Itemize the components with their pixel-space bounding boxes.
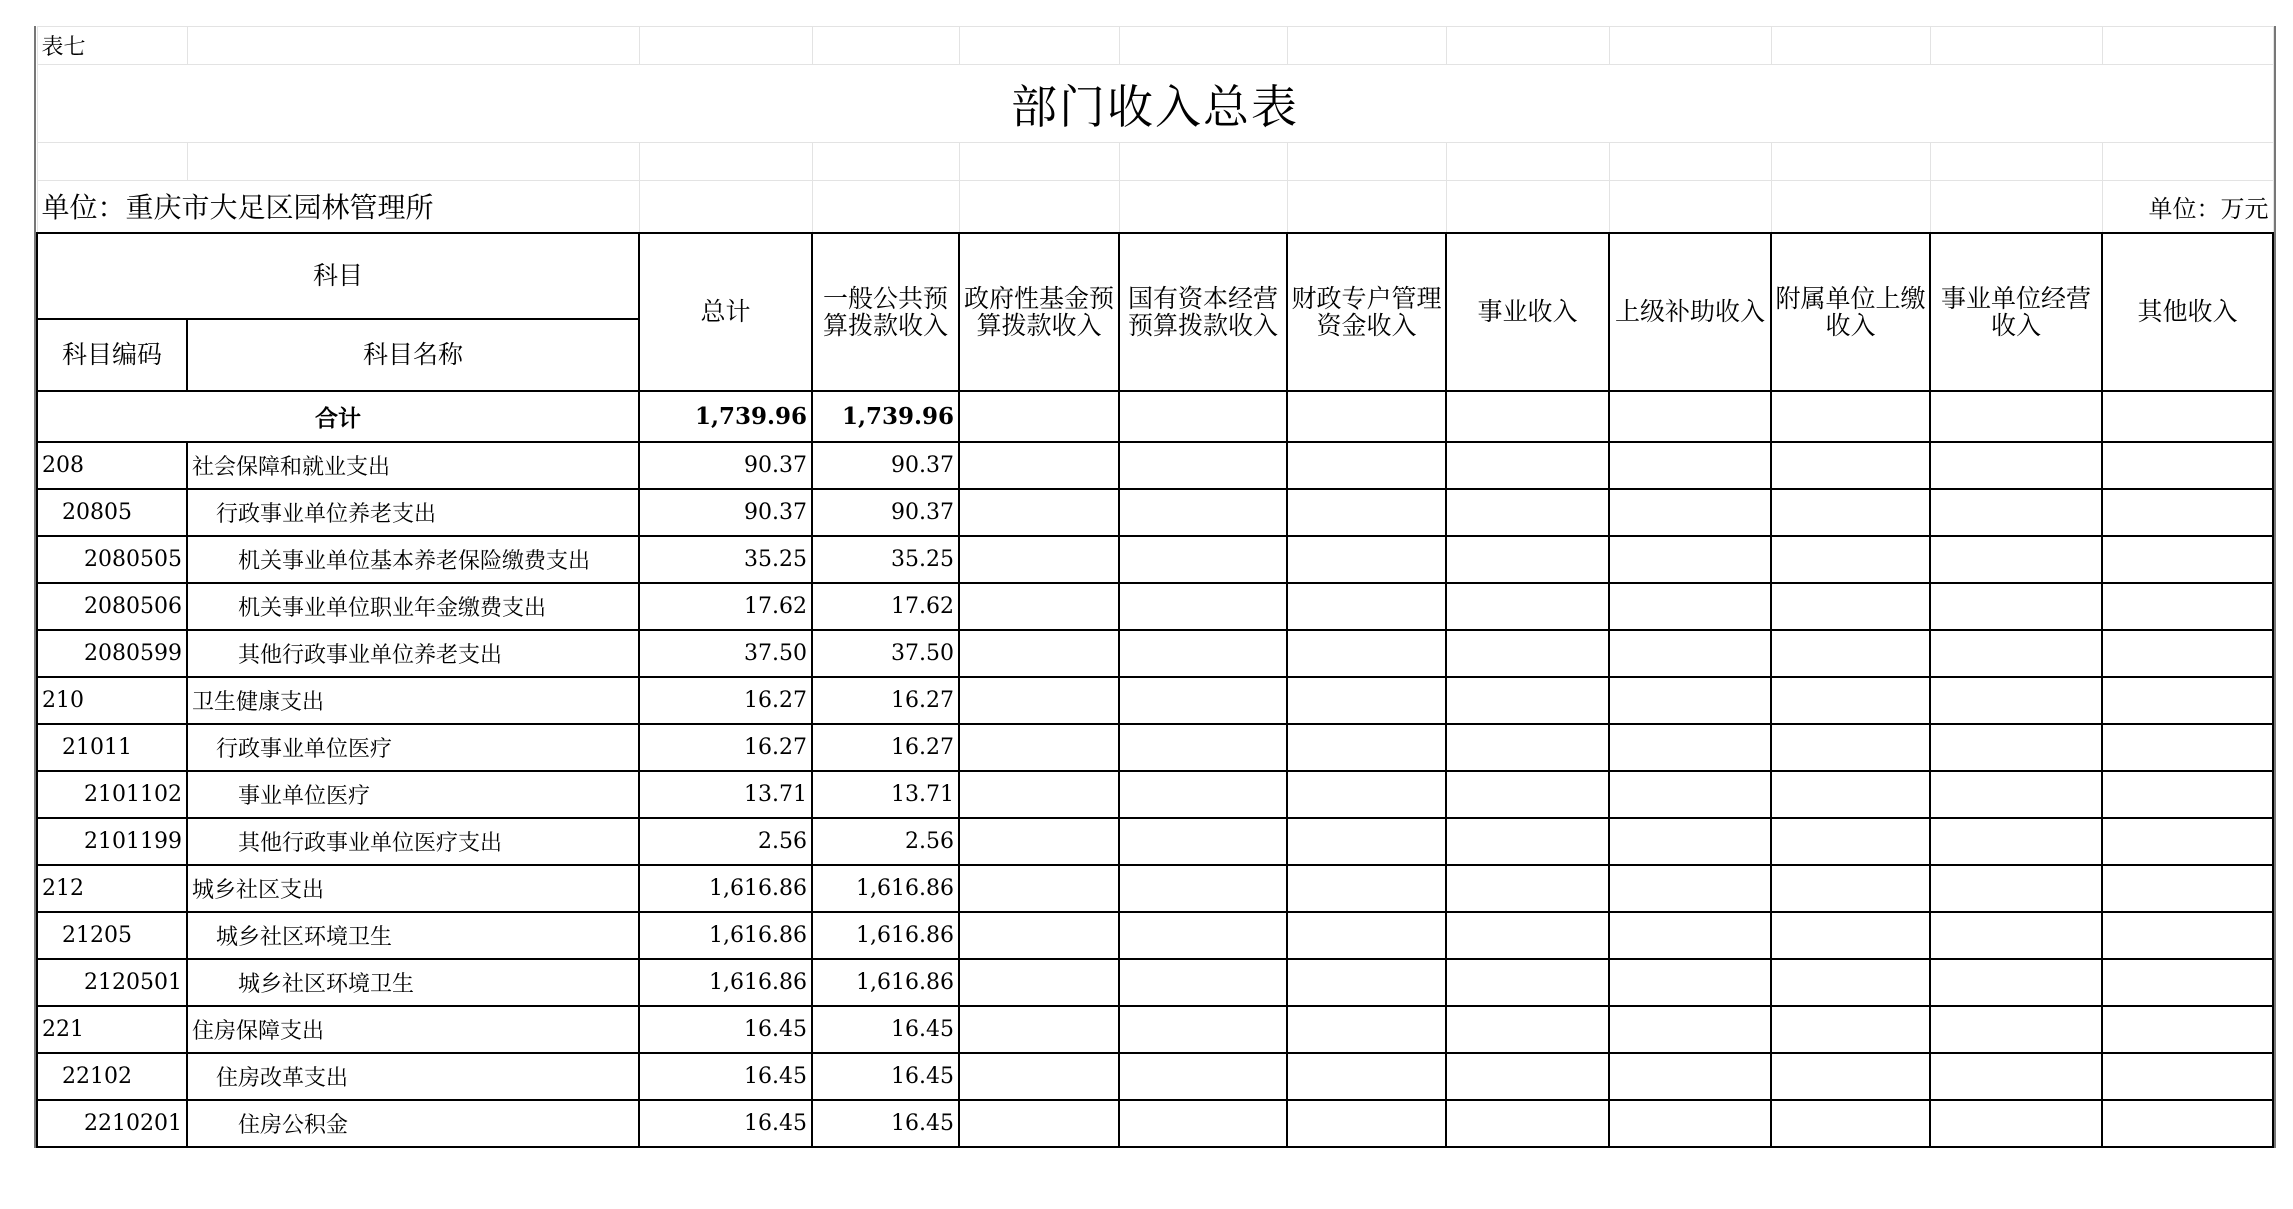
empty-cell[interactable]	[1119, 1006, 1287, 1053]
empty-cell[interactable]	[1771, 630, 1930, 677]
row-code[interactable]: 221	[37, 1006, 187, 1053]
empty-cell[interactable]	[1446, 442, 1609, 489]
empty-cell[interactable]	[1446, 959, 1609, 1006]
empty-cell[interactable]	[1609, 536, 1771, 583]
empty-cell[interactable]	[1446, 1053, 1609, 1100]
header-operating[interactable]: 事业单位经营收入	[1930, 233, 2102, 391]
empty-cell[interactable]	[1771, 724, 1930, 771]
row-general-budget[interactable]: 16.45	[812, 1100, 959, 1147]
row-total[interactable]: 17.62	[639, 583, 812, 630]
empty-cell[interactable]	[1930, 583, 2102, 630]
row-name[interactable]: 城乡社区环境卫生	[187, 959, 639, 1006]
row-general-budget[interactable]: 90.37	[812, 489, 959, 536]
empty-cell[interactable]	[1446, 724, 1609, 771]
row-total[interactable]: 16.45	[639, 1006, 812, 1053]
empty-cell[interactable]	[2102, 536, 2273, 583]
empty-cell[interactable]	[1930, 677, 2102, 724]
empty-cell[interactable]	[2102, 771, 2273, 818]
row-code[interactable]: 212	[37, 865, 187, 912]
empty-cell[interactable]	[959, 865, 1119, 912]
row-total[interactable]: 1,616.86	[639, 959, 812, 1006]
row-name[interactable]: 社会保障和就业支出	[187, 442, 639, 489]
empty-cell[interactable]	[959, 912, 1119, 959]
row-general-budget[interactable]: 16.45	[812, 1006, 959, 1053]
row-general-budget[interactable]: 37.50	[812, 630, 959, 677]
empty-cell[interactable]	[959, 677, 1119, 724]
table-row	[37, 959, 2273, 1006]
table-row	[37, 724, 2273, 771]
empty-cell[interactable]	[959, 630, 1119, 677]
row-code[interactable]: 2101199	[37, 818, 187, 865]
empty-cell[interactable]	[1446, 771, 1609, 818]
empty-cell[interactable]	[1119, 865, 1287, 912]
row-name[interactable]: 其他行政事业单位养老支出	[187, 630, 639, 677]
table-row	[37, 583, 2273, 630]
row-name[interactable]: 卫生健康支出	[187, 677, 639, 724]
empty-cell[interactable]	[1771, 1100, 1930, 1147]
income-summary-sheet	[34, 26, 2276, 1148]
empty-cell[interactable]	[1119, 583, 1287, 630]
row-code[interactable]: 2080599	[37, 630, 187, 677]
row-total[interactable]: 13.71	[639, 771, 812, 818]
empty-cell[interactable]	[1287, 583, 1446, 630]
empty-cell[interactable]	[1771, 442, 1930, 489]
empty-cell[interactable]	[959, 1100, 1119, 1147]
empty-cell[interactable]	[1930, 1100, 2102, 1147]
row-name[interactable]: 住房改革支出	[187, 1053, 639, 1100]
empty-cell[interactable]	[1119, 724, 1287, 771]
row-total[interactable]: 1,616.86	[639, 865, 812, 912]
empty-cell[interactable]	[1930, 1006, 2102, 1053]
empty-cell[interactable]	[959, 1006, 1119, 1053]
table-row	[37, 865, 2273, 912]
row-total[interactable]: 16.27	[639, 677, 812, 724]
empty-cell[interactable]	[1930, 818, 2102, 865]
empty-cell[interactable]	[1609, 489, 1771, 536]
empty-cell[interactable]	[1609, 818, 1771, 865]
empty-cell[interactable]	[2102, 442, 2273, 489]
empty-cell[interactable]	[1119, 1100, 1287, 1147]
row-general-budget[interactable]: 13.71	[812, 771, 959, 818]
empty-cell[interactable]	[2102, 489, 2273, 536]
empty-cell[interactable]	[1446, 630, 1609, 677]
empty-cell[interactable]	[959, 536, 1119, 583]
row-code[interactable]: 21011	[37, 724, 187, 771]
total-general-budget[interactable]: 1,739.96	[812, 391, 959, 442]
empty-cell[interactable]	[1609, 583, 1771, 630]
row-name[interactable]: 行政事业单位养老支出	[187, 489, 639, 536]
empty-cell[interactable]	[1287, 536, 1446, 583]
empty-cell[interactable]	[1771, 677, 1930, 724]
empty-cell[interactable]	[1287, 1053, 1446, 1100]
row-name[interactable]: 其他行政事业单位医疗支出	[187, 818, 639, 865]
unit-organization[interactable]: 单位：重庆市大足区园林管理所	[37, 181, 639, 233]
row-total[interactable]: 16.45	[639, 1100, 812, 1147]
empty-cell[interactable]	[1287, 771, 1446, 818]
table-row	[37, 677, 2273, 724]
row-name[interactable]: 行政事业单位医疗	[187, 724, 639, 771]
empty-cell[interactable]	[1446, 912, 1609, 959]
empty-cell[interactable]	[1287, 1100, 1446, 1147]
header-superior-subsidy[interactable]: 上级补助收入	[1609, 233, 1771, 391]
empty-cell[interactable]	[1446, 536, 1609, 583]
empty-cell[interactable]	[2102, 724, 2273, 771]
empty-cell[interactable]	[1771, 818, 1930, 865]
row-total[interactable]: 2.56	[639, 818, 812, 865]
empty-cell[interactable]	[2102, 1100, 2273, 1147]
empty-cell[interactable]	[2102, 912, 2273, 959]
row-name[interactable]: 事业单位医疗	[187, 771, 639, 818]
header-fiscal-special[interactable]: 财政专户管理资金收入	[1287, 233, 1446, 391]
table-row	[37, 489, 2273, 536]
empty-cell[interactable]	[1287, 865, 1446, 912]
empty-cell[interactable]	[1446, 583, 1609, 630]
row-total[interactable]: 16.27	[639, 724, 812, 771]
table-row	[37, 771, 2273, 818]
empty-cell[interactable]	[1930, 771, 2102, 818]
row-general-budget[interactable]: 1,616.86	[812, 959, 959, 1006]
empty-cell[interactable]	[2102, 865, 2273, 912]
header-name[interactable]: 科目名称	[187, 319, 639, 391]
empty-cell[interactable]	[1930, 959, 2102, 1006]
row-general-budget[interactable]: 35.25	[812, 536, 959, 583]
empty-cell[interactable]	[1930, 442, 2102, 489]
empty-cell[interactable]	[1446, 865, 1609, 912]
empty-cell[interactable]	[1287, 489, 1446, 536]
empty-cell[interactable]	[2102, 959, 2273, 1006]
empty-cell[interactable]	[959, 442, 1119, 489]
table-row	[37, 1006, 2273, 1053]
sheet-label[interactable]: 表七	[37, 27, 187, 65]
table-row	[37, 1100, 2273, 1147]
empty-cell[interactable]	[1446, 1100, 1609, 1147]
empty-cell[interactable]	[1119, 912, 1287, 959]
empty-cell[interactable]	[1287, 912, 1446, 959]
empty-cell[interactable]	[2102, 630, 2273, 677]
empty-cell[interactable]	[1287, 724, 1446, 771]
empty-cell[interactable]	[1119, 489, 1287, 536]
empty-cell[interactable]	[2102, 677, 2273, 724]
empty-cell[interactable]	[1771, 536, 1930, 583]
empty-cell[interactable]	[1771, 771, 1930, 818]
empty-cell[interactable]	[1930, 865, 2102, 912]
empty-cell[interactable]	[1119, 630, 1287, 677]
empty-cell[interactable]	[1287, 818, 1446, 865]
empty-cell[interactable]	[2102, 583, 2273, 630]
empty-cell[interactable]	[1771, 959, 1930, 1006]
row-code[interactable]: 22102	[37, 1053, 187, 1100]
empty-cell[interactable]	[1771, 1053, 1930, 1100]
row-name[interactable]: 住房公积金	[187, 1100, 639, 1147]
empty-cell[interactable]	[1119, 1053, 1287, 1100]
empty-cell[interactable]	[1287, 677, 1446, 724]
table-row	[37, 818, 2273, 865]
empty-cell[interactable]	[1771, 489, 1930, 536]
row-total[interactable]: 90.37	[639, 442, 812, 489]
empty-cell[interactable]	[959, 1053, 1119, 1100]
row-general-budget[interactable]: 1,616.86	[812, 865, 959, 912]
empty-cell[interactable]	[1287, 959, 1446, 1006]
empty-cell[interactable]	[1930, 536, 2102, 583]
row-code[interactable]: 21205	[37, 912, 187, 959]
row-name[interactable]: 城乡社区环境卫生	[187, 912, 639, 959]
header-total[interactable]: 总计	[639, 233, 812, 391]
empty-cell[interactable]	[1930, 489, 2102, 536]
empty-cell[interactable]	[1287, 1006, 1446, 1053]
row-total[interactable]: 35.25	[639, 536, 812, 583]
table-row	[37, 912, 2273, 959]
row-code[interactable]: 2101102	[37, 771, 187, 818]
header-subject[interactable]: 科目	[37, 233, 639, 319]
row-code[interactable]: 210	[37, 677, 187, 724]
row-name[interactable]: 住房保障支出	[187, 1006, 639, 1053]
empty-cell[interactable]	[2102, 1053, 2273, 1100]
table-row	[37, 1053, 2273, 1100]
table-row	[37, 630, 2273, 677]
header-affiliated[interactable]: 附属单位上缴收入	[1771, 233, 1930, 391]
row-code[interactable]: 2080506	[37, 583, 187, 630]
empty-cell[interactable]	[2102, 1006, 2273, 1053]
page-title[interactable]: 部门收入总表	[37, 65, 2273, 143]
total-total[interactable]: 1,739.96	[639, 391, 812, 442]
empty-cell[interactable]	[959, 583, 1119, 630]
empty-cell[interactable]	[1930, 630, 2102, 677]
empty-cell[interactable]	[959, 489, 1119, 536]
empty-cell[interactable]	[1609, 630, 1771, 677]
row-general-budget[interactable]: 16.45	[812, 1053, 959, 1100]
income-table	[36, 26, 2274, 1148]
header-business[interactable]: 事业收入	[1446, 233, 1609, 391]
row-general-budget[interactable]: 17.62	[812, 583, 959, 630]
empty-cell[interactable]	[1771, 583, 1930, 630]
empty-cell[interactable]	[1119, 771, 1287, 818]
row-general-budget[interactable]: 1,616.86	[812, 912, 959, 959]
row-name[interactable]: 城乡社区支出	[187, 865, 639, 912]
total-label[interactable]: 合计	[37, 391, 639, 442]
row-total[interactable]: 1,616.86	[639, 912, 812, 959]
header-gov-fund[interactable]: 政府性基金预算拨款收入	[959, 233, 1119, 391]
empty-cell[interactable]	[959, 724, 1119, 771]
empty-cell[interactable]	[1771, 912, 1930, 959]
row-name[interactable]: 机关事业单位职业年金缴费支出	[187, 583, 639, 630]
empty-cell[interactable]	[1119, 677, 1287, 724]
empty-cell[interactable]	[1119, 818, 1287, 865]
unit-currency[interactable]: 单位：万元	[2102, 181, 2273, 233]
header-other[interactable]: 其他收入	[2102, 233, 2273, 391]
row-code[interactable]: 2120501	[37, 959, 187, 1006]
empty-cell[interactable]	[1930, 724, 2102, 771]
empty-cell[interactable]	[1609, 771, 1771, 818]
empty-cell[interactable]	[1609, 912, 1771, 959]
empty-cell[interactable]	[1771, 1006, 1930, 1053]
row-code[interactable]: 208	[37, 442, 187, 489]
empty-cell[interactable]	[1609, 1100, 1771, 1147]
empty-cell[interactable]	[1446, 1006, 1609, 1053]
row-total[interactable]: 90.37	[639, 489, 812, 536]
row-name[interactable]: 机关事业单位基本养老保险缴费支出	[187, 536, 639, 583]
empty-cell[interactable]	[1446, 489, 1609, 536]
empty-cell[interactable]	[1609, 442, 1771, 489]
empty-cell[interactable]	[959, 771, 1119, 818]
empty-cell[interactable]	[1609, 1053, 1771, 1100]
empty-cell[interactable]	[1609, 959, 1771, 1006]
empty-cell[interactable]	[1446, 818, 1609, 865]
empty-cell[interactable]	[1119, 442, 1287, 489]
row-total[interactable]: 37.50	[639, 630, 812, 677]
empty-cell[interactable]	[959, 959, 1119, 1006]
empty-cell[interactable]	[1930, 1053, 2102, 1100]
empty-cell[interactable]	[1119, 536, 1287, 583]
row-general-budget[interactable]: 2.56	[812, 818, 959, 865]
header-general-budget[interactable]: 一般公共预算拨款收入	[812, 233, 959, 391]
empty-cell[interactable]	[1609, 1006, 1771, 1053]
row-general-budget[interactable]: 16.27	[812, 677, 959, 724]
empty-cell[interactable]	[1287, 442, 1446, 489]
row-total[interactable]: 16.45	[639, 1053, 812, 1100]
empty-cell[interactable]	[1609, 724, 1771, 771]
empty-cell[interactable]	[959, 818, 1119, 865]
empty-cell[interactable]	[1771, 865, 1930, 912]
row-code[interactable]: 20805	[37, 489, 187, 536]
row-code[interactable]: 2080505	[37, 536, 187, 583]
empty-cell[interactable]	[1446, 677, 1609, 724]
row-code[interactable]: 2210201	[37, 1100, 187, 1147]
empty-cell[interactable]	[1609, 865, 1771, 912]
table-row	[37, 442, 2273, 489]
header-code[interactable]: 科目编码	[37, 319, 187, 391]
empty-cell[interactable]	[2102, 818, 2273, 865]
row-general-budget[interactable]: 16.27	[812, 724, 959, 771]
empty-cell[interactable]	[1609, 677, 1771, 724]
row-general-budget[interactable]: 90.37	[812, 442, 959, 489]
header-state-capital[interactable]: 国有资本经营预算拨款收入	[1119, 233, 1287, 391]
empty-cell[interactable]	[1287, 630, 1446, 677]
empty-cell[interactable]	[1119, 959, 1287, 1006]
empty-cell[interactable]	[1930, 912, 2102, 959]
table-row	[37, 536, 2273, 583]
